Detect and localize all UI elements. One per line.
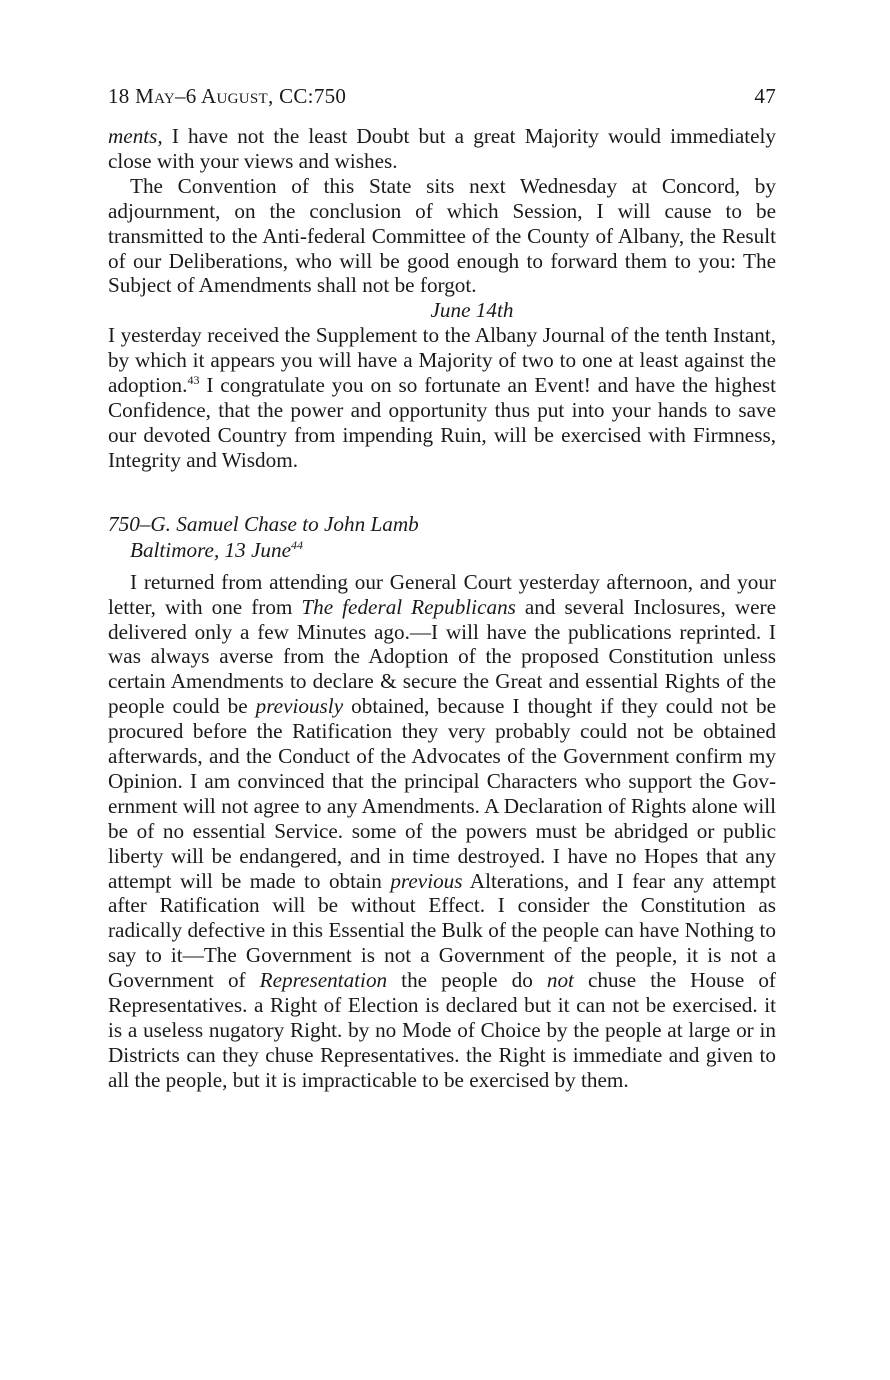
dateline: June 14th [430, 298, 514, 323]
body-text [108, 124, 776, 1093]
footnote-marker: 44 [291, 537, 304, 552]
italic-phrase: The federal Republicans [301, 594, 516, 619]
letter-text: I returned from attending our General Court yesterday afternoon, and your letter, with one from [108, 569, 776, 619]
document-title: 750–G. Samuel Chase to John Lamb [108, 511, 419, 536]
section-spacer [108, 473, 776, 511]
italic-word: Representation [259, 968, 388, 993]
document-heading [108, 511, 776, 563]
letter-text: the people do [387, 968, 547, 993]
italic-word: ments, [108, 124, 163, 148]
running-head-title: 18 May–6 August, CC:750 [108, 84, 347, 108]
letter-text: Alterations, and I fear any attempt after Ratification will be without Effect. I consider the Constitution as radically defective in this Essential the Bulk of the people can have Nothing to say to it—The Government is not a Government of the people, it is not a Government of [108, 868, 776, 993]
italic-word: previously [255, 694, 344, 719]
paragraph: The Convention of this State sits next Wednesday at Concord, by adjournment, on the conclusion of which Session, I will cause to be transmitted to the Anti-federal Committee of the County of Albany, the Result of our Deliberations, who will be good enough to forward them to you: The Subject of Amendments shall not be forgot. [108, 173, 776, 298]
place-date-text: Baltimore, 13 June [130, 537, 292, 562]
paragraph [108, 323, 776, 472]
letter-text: chuse the House of Representatives. a Right of Election is declared but it can not be exercised. it is a useless nugatory Right. by no Mode of Choice by the people at large or in Districts can they chuse Representatives. the Right is immediate and given to all the people, but it is impracticable to be exercised by them. [108, 968, 776, 1092]
paragraph-text: I yesterday received the Supplement to the Albany Journal of the tenth Instant, by which it appears you will have a Majority of two to one at least against the adoption. [108, 323, 776, 398]
italic-word: previous [390, 868, 463, 893]
letter-text: obtained, because I thought if they could not be procured before the Ratification they very probably could not be obtained afterwards, and the Conduct of the Advocates of the Government confirm my Opinion. I am convinced that the principal Characters who support the Government will not agree to any Amendments. A Declaration of Rights alone will be of no essential Service. some of the powers must be abridged or public liberty will be endangered, and in time destroyed. I have no Hopes that any attempt will be made to obtain [108, 694, 776, 893]
running-head [108, 84, 776, 124]
document-place-date [108, 537, 776, 563]
italic-word: not [546, 968, 574, 993]
paragraph-text: I congratulate you on so fortunate an Event! and have the highest Confidence, that the power and opportunity thus put into your hands to save our devoted Country from impending Ruin, will be exercised with Firmness, Integrity and Wisdom. [108, 373, 776, 472]
document-page [108, 84, 776, 1093]
paragraph-text: I have not the least Doubt but a great Majority would immediately close with your views and wishes. [108, 124, 776, 173]
letter-paragraph [108, 570, 776, 1093]
page-number: 47 [754, 84, 776, 108]
paragraph-continued [108, 124, 776, 174]
footnote-marker: 43 [187, 373, 200, 388]
letter-text: and several Inclosures, were delivered only a few Minutes ago.—I will have the publications reprinted. I was always averse from the Adoption of the proposed Constitution unless certain Amendments to declare & secure the Great and essential Rights of the people could be [108, 594, 776, 719]
